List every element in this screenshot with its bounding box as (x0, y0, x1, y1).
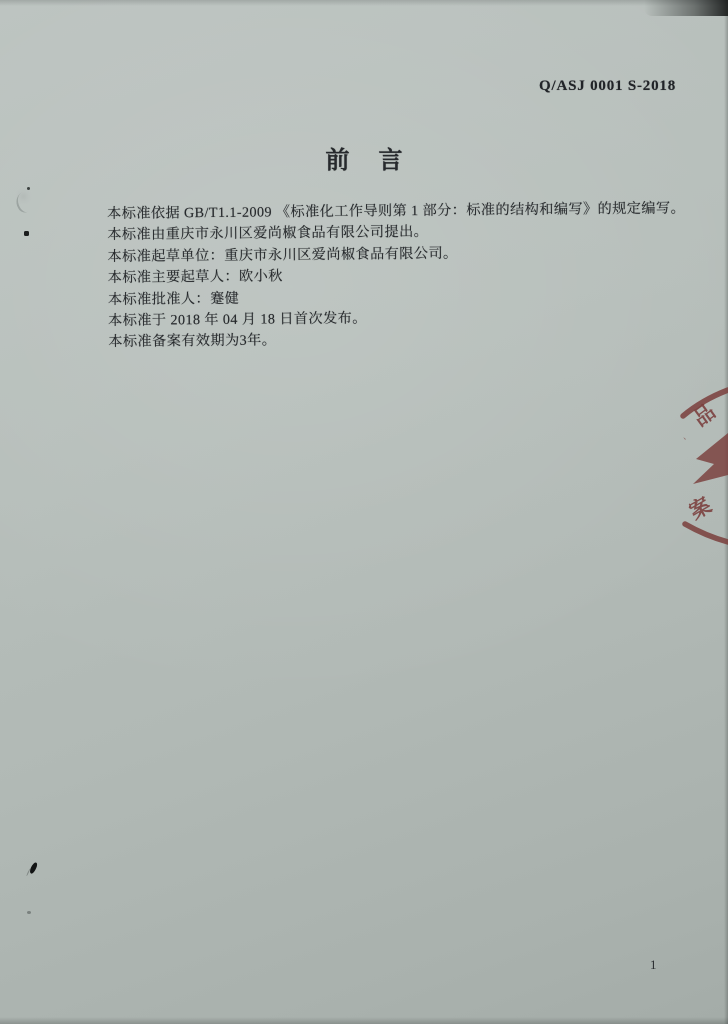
foreword-line: 本标准依据 GB/T1.1-2009 《标准化工作导则第 1 部分：标准的结构和编写》的规定编写。 (107, 200, 686, 222)
foreword-line: 本标准于 2018 年 04 月 18 日首次发布。 (108, 310, 367, 329)
foreword-line: 本标准由重庆市永川区爱尚椒食品有限公司提出。 (107, 224, 429, 244)
foreword-line: 本标准批准人：蹇健 (107, 290, 240, 308)
paper-scratch (12, 189, 37, 215)
ink-speck (24, 231, 29, 236)
stamp-character-bottom: 案 (685, 493, 716, 525)
filing-seal-stamp (680, 383, 728, 549)
ink-mark (29, 862, 38, 875)
foreword-line: 本标准备案有效期为3年。 (108, 332, 277, 351)
scan-edge-shadow-top (0, 0, 728, 6)
ink-speck (27, 911, 31, 914)
foreword-line: 本标准主要起草人：欧小秋 (107, 268, 283, 287)
foreword-paragraph (107, 197, 708, 352)
foreword-line: 本标准起草单位：重庆市永川区爱尚椒食品有限公司。 (107, 245, 458, 265)
stamp-arc-bottom (685, 524, 728, 542)
scan-edge-shadow-bottom (0, 1017, 728, 1024)
page-title: 前言 (325, 147, 432, 174)
stamp-tick-mark: 、 (683, 431, 693, 441)
page-number: 1 (650, 957, 657, 972)
standard-code: Q/ASJ 0001 S-2018 (539, 78, 676, 94)
stamp-character-top: 品 (689, 400, 720, 432)
scan-corner-shadow (644, 0, 728, 16)
stamp-graphic (680, 383, 728, 549)
stamp-star-icon (693, 433, 728, 484)
